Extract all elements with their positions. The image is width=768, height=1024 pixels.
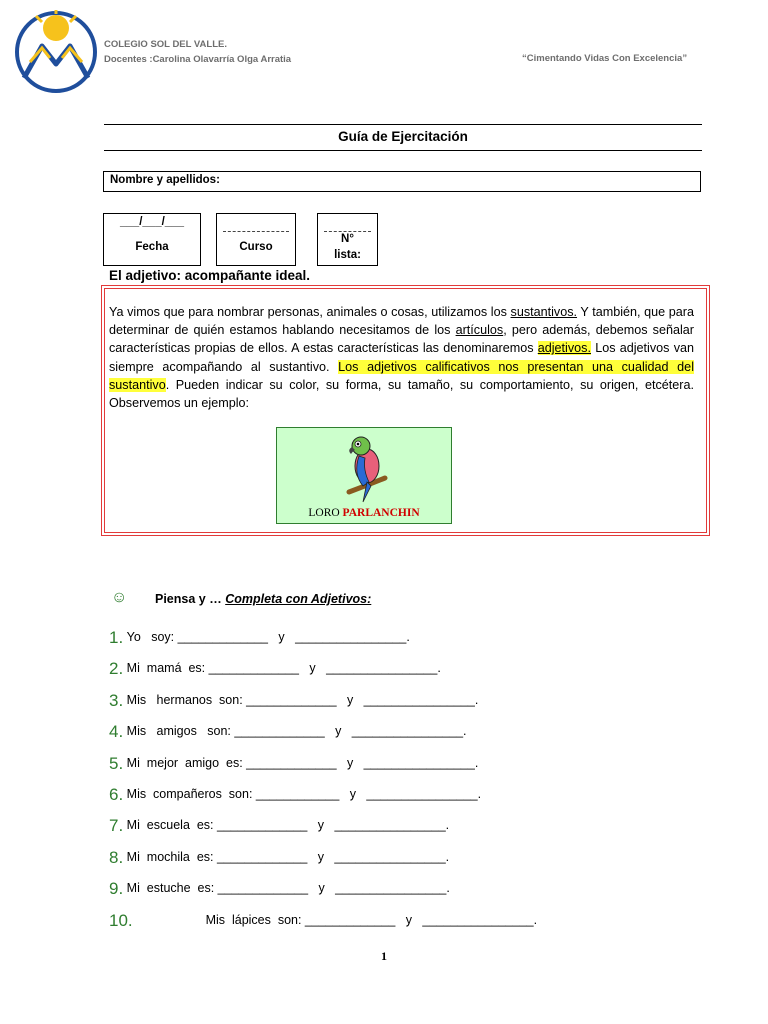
explanation-paragraph: [109, 303, 694, 412]
list-number-box[interactable]: [317, 213, 378, 266]
course-dash-line: [223, 231, 289, 232]
course-box[interactable]: [216, 213, 296, 266]
page-title: Guía de Ejercitación: [338, 129, 468, 144]
exercise-item[interactable]: [109, 659, 441, 679]
word-adjetivos: adjetivos.: [537, 341, 591, 356]
smiley-icon: ☺: [111, 589, 128, 606]
exercise-item[interactable]: [109, 722, 467, 742]
instruction-lead: Piensa y …: [155, 592, 226, 606]
parrot-image: [276, 427, 452, 524]
date-box[interactable]: [103, 213, 201, 266]
date-label: Fecha: [135, 241, 169, 253]
section-subtitle: El adjetivo: acompañante ideal.: [109, 268, 311, 283]
school-logo-icon: [14, 10, 98, 94]
list-label-1: N°: [341, 233, 354, 245]
exercise-item[interactable]: [109, 785, 481, 805]
para-text-4: Los adjetivos van siempre acompañando al sustantivo.: [109, 341, 694, 374]
para-text-1: Ya vimos que para nombrar personas, animales o cosas, utilizamos los: [109, 305, 511, 319]
instruction-emphasis: Completa con Adjetivos:: [225, 592, 372, 606]
exercise-text: Mi escuela es: _____________ y ________________.: [126, 818, 450, 833]
exercise-text: Mi estuche es: _____________ y ________________.: [126, 881, 450, 896]
exercise-text: Mi mamá es: _____________ y ________________.: [126, 661, 441, 676]
word-sustantivos: sustantivos.: [510, 305, 578, 319]
highlighted-sentence: Los adjetivos calificativos nos presentan una cualidad del sustantivo: [109, 359, 694, 392]
parrot-icon: [341, 434, 389, 506]
exercise-item[interactable]: [109, 628, 410, 648]
exercise-text: Mis hermanos son: _____________ y ________________.: [126, 692, 479, 707]
date-blank: ___/___/___: [120, 216, 184, 228]
exercise-text: Mis compañeros son: ____________ y ________________.: [126, 787, 482, 801]
caption-parlanchin: PARLANCHIN: [342, 507, 420, 519]
name-label: Nombre y apellidos:: [110, 174, 220, 186]
exercise-item[interactable]: [109, 754, 478, 774]
school-name: COLEGIO SOL DEL VALLE.: [104, 39, 227, 50]
exercise-number: 2.: [109, 659, 124, 679]
para-text-5: . Pueden indicar su color, su forma, su tamaño, su comportamiento, su origen, etcétera. Observemos un ejemplo:: [109, 377, 694, 411]
bottom-rule: [104, 150, 702, 151]
exercise-item[interactable]: [109, 848, 449, 868]
exercise-number: 3.: [109, 690, 124, 710]
exercise-item[interactable]: [109, 816, 449, 836]
instruction: [155, 592, 371, 606]
exercise-item[interactable]: [109, 691, 478, 711]
teachers-line: Docentes :Carolina Olavarría Olga Arratia: [104, 54, 292, 65]
exercise-number: 7.: [109, 816, 124, 836]
page-number: 1: [381, 949, 387, 963]
exercise-number: 8.: [109, 847, 124, 867]
school-header: [104, 37, 291, 67]
exercise-item[interactable]: [109, 879, 450, 899]
top-rule: [104, 124, 702, 125]
word-articulos: artículos: [455, 323, 504, 338]
caption-loro: LORO: [308, 507, 343, 519]
exercise-item[interactable]: [109, 911, 537, 931]
exercise-number: 5.: [109, 753, 124, 773]
exercise-number: 4.: [109, 722, 124, 742]
exercise-text: Mis amigos son: _____________ y ________________.: [126, 724, 467, 739]
para-text-3: , pero además, debemos señalar características propias de ellos. A estas características las denominaremos: [109, 323, 694, 356]
exercise-number: 9.: [109, 879, 124, 899]
list-dash-line: [324, 231, 371, 232]
name-field[interactable]: [103, 171, 701, 192]
exercise-number: 6.: [109, 785, 124, 804]
image-caption: [277, 507, 451, 519]
exercise-text: Mi mochila es: _____________ y ________________.: [126, 849, 450, 864]
list-label-2: lista:: [334, 249, 361, 261]
exercise-text: Yo soy: _____________ y ________________.: [126, 630, 410, 644]
exercise-number: 10.: [109, 910, 133, 930]
course-label: Curso: [239, 241, 273, 253]
para-text-2: Y también, que para determinar de quién estamos hablando necesitamos de los: [109, 305, 694, 338]
exercise-number: 1.: [109, 628, 124, 647]
exercise-text: Mi mejor amigo es: _____________ y ________________.: [126, 755, 479, 770]
school-motto: “Cimentando Vidas Con Excelencia”: [522, 53, 688, 64]
exercise-text: Mis lápices son: _____________ y ________________.: [136, 912, 538, 927]
